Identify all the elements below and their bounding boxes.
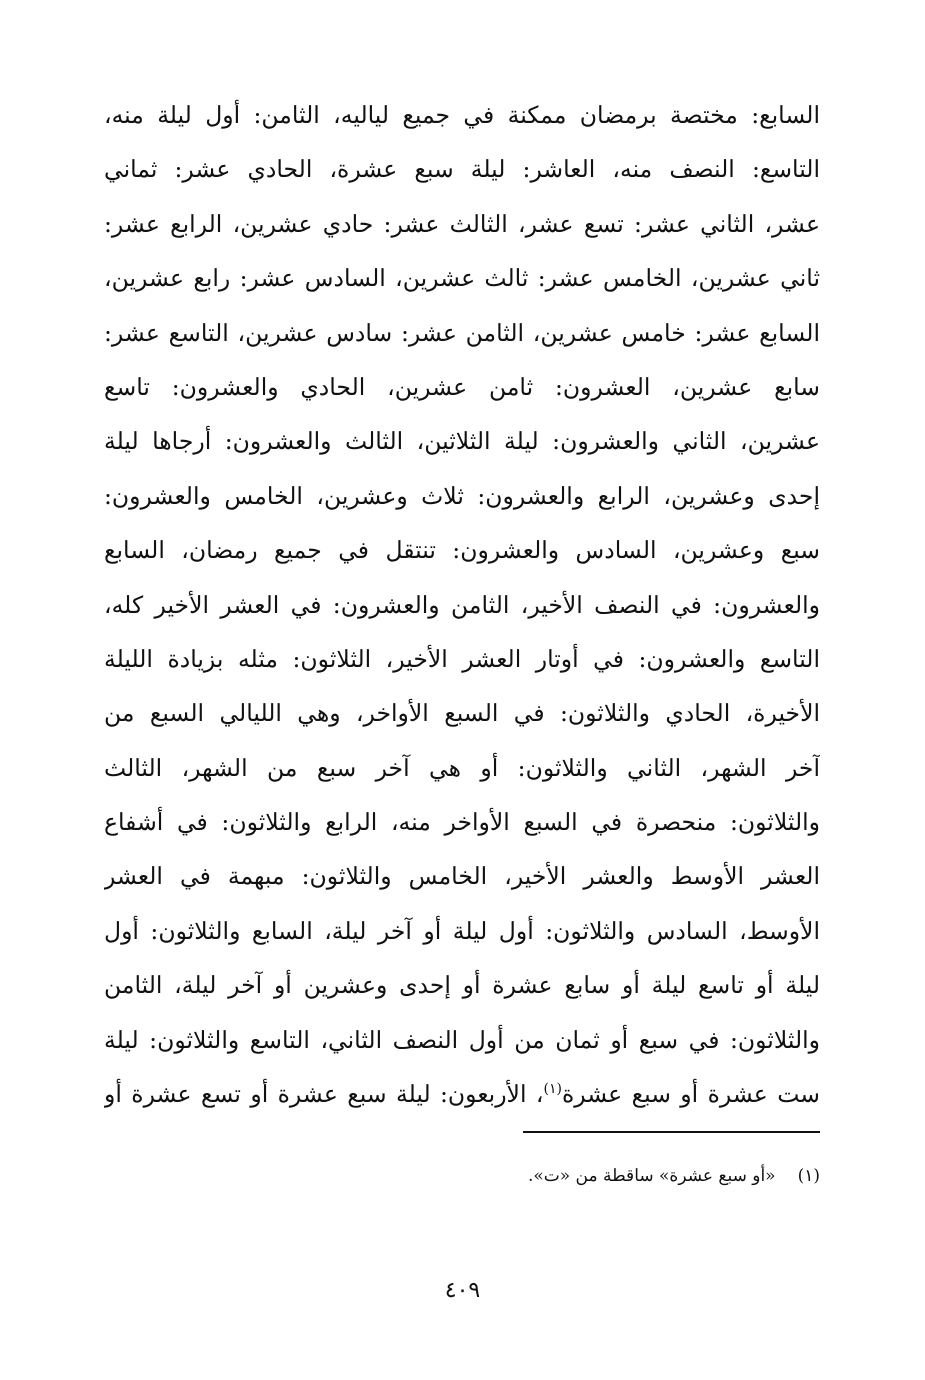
text-line: سابع عشرين، العشرون: ثامن عشرين، الحادي والعشرون: تاسع — [104, 372, 820, 401]
text-line: ثاني عشرين، الخامس عشر: ثالث عشرين، السادس عشر: رابع عشرين، — [104, 264, 820, 293]
footnote-separator — [523, 1131, 820, 1133]
footnote-reference[interactable]: (١) — [543, 1081, 562, 1098]
footnote-number: (١) — [797, 1166, 820, 1186]
text-line: سبع وعشرين، السادس والعشرون: تنتقل في جميع رمضان، السابع — [104, 536, 820, 565]
text-line: عشرين، الثاني والعشرون: ليلة الثلاثين، الثالث والعشرون: أرجاها ليلة — [104, 427, 820, 456]
text-line: السابع عشر: خامس عشرين، الثامن عشر: سادس عشرين، التاسع عشر: — [104, 318, 820, 347]
text-line: العشر الأوسط والعشر الأخير، الخامس والثلاثون: مبهمة في العشر — [104, 862, 820, 891]
text-line: الأوسط، السادس والثلاثون: أول ليلة أو آخر ليلة، السابع والثلاثون: أول — [104, 916, 820, 945]
text-fragment: ست عشرة أو سبع عشرة — [561, 1080, 820, 1109]
main-text — [104, 92, 820, 1125]
text-line: الأخيرة، الحادي والثلاثون: في السبع الأواخر، وهي الليالي السبع من — [104, 699, 820, 728]
text-line: والعشرون: في النصف الأخير، الثامن والعشرون: في العشر الأخير كله، — [104, 590, 820, 619]
text-line: إحدى وعشرين، الرابع والعشرون: ثلاث وعشرين، الخامس والعشرون: — [104, 481, 820, 510]
text-line: السابع: مختصة برمضان ممكنة في جميع لياليه، الثامن: أول ليلة منه، — [104, 101, 820, 129]
text-line: التاسع والعشرون: في أوتار العشر الأخير، الثلاثون: مثله بزيادة الليلة — [104, 644, 820, 673]
text-line: ليلة أو تاسع ليلة أو سابع عشرة أو إحدى وعشرين أو آخر ليلة، الثامن — [104, 971, 820, 1000]
text-line-with-footnote — [104, 1071, 820, 1125]
text-fragment: ، الأربعون: ليلة سبع عشرة أو تسع عشرة أو — [104, 1080, 544, 1109]
text-line: والثلاثون: منحصرة في السبع الأواخر منه، الرابع والثلاثون: في أشفاع — [104, 808, 820, 837]
text-line: التاسع: النصف منه، العاشر: ليلة سبع عشرة، الحادي عشر: ثماني — [104, 155, 820, 184]
text-line: آخر الشهر، الثاني والثلاثون: أو هي آخر سبع من الشهر، الثالث — [104, 753, 820, 782]
footnote-text: «أو سبع عشرة» ساقطة من «ت». — [527, 1166, 776, 1186]
text-line: والثلاثون: في سبع أو ثمان من أول النصف الثاني، التاسع والثلاثون: ليلة — [104, 1025, 820, 1054]
page-number: ٤٠٩ — [444, 1278, 481, 1303]
footnote — [528, 1163, 820, 1189]
text-line: عشر، الثاني عشر: تسع عشر، الثالث عشر: حادي عشرين، الرابع عشر: — [104, 209, 820, 238]
